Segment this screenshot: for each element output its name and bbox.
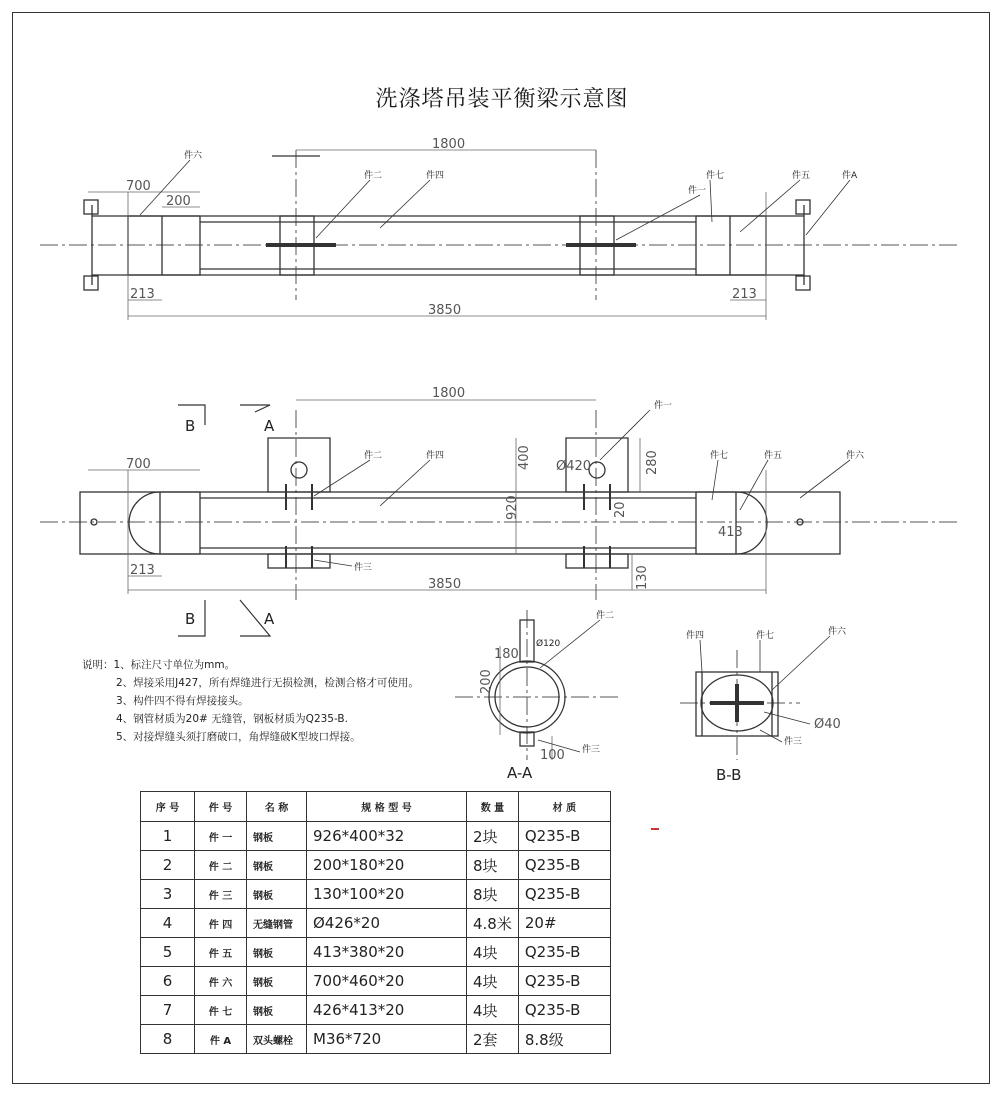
dim-400-front: 400 [517, 445, 532, 470]
dim-3850-top: 3850 [428, 303, 462, 318]
label-part6-bb: 件六 [828, 627, 847, 637]
top-view-labels [126, 137, 858, 318]
table-row [141, 880, 611, 909]
cell-qty: 4块 [467, 938, 519, 967]
drawing-notes [82, 656, 552, 746]
cell-name: 钢板 [247, 880, 307, 909]
cell-qty: 4块 [467, 967, 519, 996]
table-row [141, 967, 611, 996]
top-view [40, 150, 960, 320]
label-part2-front: 件二 [364, 451, 383, 461]
cell-part: 件 五 [195, 938, 247, 967]
section-marker-a-top: A [264, 417, 275, 435]
dim-20-front: 20 [613, 501, 628, 518]
label-part6-top: 件六 [184, 151, 203, 161]
label-part3-aa: 件三 [582, 745, 601, 755]
section-marker-b-bottom: B [185, 610, 196, 628]
label-part2-top: 件二 [364, 171, 383, 181]
table-row [141, 851, 611, 880]
cell-material: Q235-B [518, 996, 610, 1025]
cell-material: Q235-B [518, 967, 610, 996]
cell-part: 件 四 [195, 909, 247, 938]
cell-part: 件 A [195, 1025, 247, 1054]
label-part4-top: 件四 [426, 171, 445, 181]
cell-name: 双头螺栓 [247, 1025, 307, 1054]
cell-seq: 3 [141, 880, 195, 909]
note-3: 3、构件四不得有焊接接头。 [116, 695, 249, 707]
cell-material: Q235-B [518, 851, 610, 880]
header-spec: 规 格 型 号 [307, 792, 467, 822]
dim-920-front: 920 [505, 495, 520, 520]
dim-280-front: 280 [645, 450, 660, 475]
label-part7-bb: 件七 [756, 631, 775, 641]
label-partA-top: 件A [842, 171, 858, 181]
label-part4-front: 件四 [426, 451, 445, 461]
header-material: 材 质 [518, 792, 610, 822]
cell-seq: 6 [141, 967, 195, 996]
front-view [40, 400, 960, 636]
section-bb [680, 636, 830, 760]
cell-part: 件 六 [195, 967, 247, 996]
cell-qty: 2块 [467, 822, 519, 851]
cell-seq: 5 [141, 938, 195, 967]
cell-name: 无缝钢管 [247, 909, 307, 938]
section-aa-title: A-A [507, 764, 533, 782]
cell-spec: 700*460*20 [307, 967, 467, 996]
cell-name: 钢板 [247, 938, 307, 967]
header-part: 件 号 [195, 792, 247, 822]
dim-200-top: 200 [166, 194, 191, 209]
dim-213-top-left: 213 [130, 287, 155, 302]
dim-413-front: 413 [718, 525, 743, 540]
cell-part: 件 二 [195, 851, 247, 880]
table-row [141, 822, 611, 851]
dim-180-aa: 180 [494, 647, 519, 662]
table-row [141, 996, 611, 1025]
section-bb-title: B-B [716, 766, 742, 784]
cell-part: 件 一 [195, 822, 247, 851]
header-name: 名 称 [247, 792, 307, 822]
dim-40-bb: Ø40 [814, 717, 841, 732]
cell-spec: 130*100*20 [307, 880, 467, 909]
dim-200-aa: 200 [479, 669, 494, 694]
cell-seq: 7 [141, 996, 195, 1025]
dim-213-front: 213 [130, 563, 155, 578]
label-part4-bb: 件四 [686, 631, 705, 641]
label-part3-bb: 件三 [784, 737, 803, 747]
cell-material: Q235-B [518, 880, 610, 909]
dim-20-aa: Ø120 [536, 639, 561, 649]
header-seq: 序 号 [141, 792, 195, 822]
note-2: 2、焊接采用J427，所有焊缝进行无损检测，检测合格才可使用。 [116, 677, 419, 689]
table-row [141, 938, 611, 967]
front-view-labels [126, 386, 865, 628]
cell-spec: Ø426*20 [307, 909, 467, 938]
cell-qty: 8块 [467, 851, 519, 880]
cell-spec: M36*720 [307, 1025, 467, 1054]
cell-part: 件 三 [195, 880, 247, 909]
cell-qty: 2套 [467, 1025, 519, 1054]
cell-name: 钢板 [247, 967, 307, 996]
table-header-row [141, 792, 611, 822]
label-part7-top: 件七 [706, 171, 725, 181]
cell-material: 20# [518, 909, 610, 938]
cell-seq: 1 [141, 822, 195, 851]
note-5: 5、对接焊缝头须打磨破口，角焊缝破K型坡口焊接。 [116, 731, 361, 743]
stray-mark [651, 828, 659, 830]
label-part3-front: 件三 [354, 563, 373, 573]
cell-seq: 2 [141, 851, 195, 880]
cell-seq: 8 [141, 1025, 195, 1054]
label-part2-aa: 件二 [596, 611, 615, 621]
cell-spec: 413*380*20 [307, 938, 467, 967]
header-qty: 数 量 [467, 792, 519, 822]
section-marker-b-top: B [185, 417, 196, 435]
label-part5-front: 件五 [764, 451, 783, 461]
dim-3850-front: 3850 [428, 577, 462, 592]
cell-qty: 4块 [467, 996, 519, 1025]
table-row [141, 1025, 611, 1054]
label-part6-front: 件六 [846, 451, 865, 461]
dim-100-aa: 100 [540, 748, 565, 763]
cell-spec: 200*180*20 [307, 851, 467, 880]
cell-name: 钢板 [247, 851, 307, 880]
cell-material: 8.8级 [518, 1025, 610, 1054]
cell-name: 钢板 [247, 822, 307, 851]
cell-spec: 426*413*20 [307, 996, 467, 1025]
dim-130-front: 130 [635, 565, 650, 590]
table-row [141, 909, 611, 938]
cell-name: 钢板 [247, 996, 307, 1025]
label-part1-front: 件一 [654, 401, 673, 411]
dim-420-front: Ø420 [556, 459, 592, 474]
cell-material: Q235-B [518, 938, 610, 967]
dim-1800-top: 1800 [432, 137, 466, 152]
bill-of-materials-table [140, 791, 611, 1054]
section-marker-a-bottom: A [264, 610, 275, 628]
cell-seq: 4 [141, 909, 195, 938]
cell-spec: 926*400*32 [307, 822, 467, 851]
dim-213-top-right: 213 [732, 287, 757, 302]
label-part1-top: 件一 [688, 186, 707, 196]
cell-material: Q235-B [518, 822, 610, 851]
cell-qty: 8块 [467, 880, 519, 909]
label-part5-top: 件五 [792, 171, 811, 181]
label-part7-front: 件七 [710, 451, 729, 461]
drawing-title: 洗涤塔吊装平衡梁示意图 [375, 87, 629, 112]
note-1: 说明：1、标注尺寸单位为mm。 [82, 659, 236, 671]
cell-qty: 4.8米 [467, 909, 519, 938]
dim-700-top: 700 [126, 179, 151, 194]
dim-1800-front: 1800 [432, 386, 466, 401]
dim-700-front: 700 [126, 457, 151, 472]
note-4: 4、钢管材质为20# 无缝管，钢板材质为Q235-B. [116, 713, 348, 725]
cell-part: 件 七 [195, 996, 247, 1025]
